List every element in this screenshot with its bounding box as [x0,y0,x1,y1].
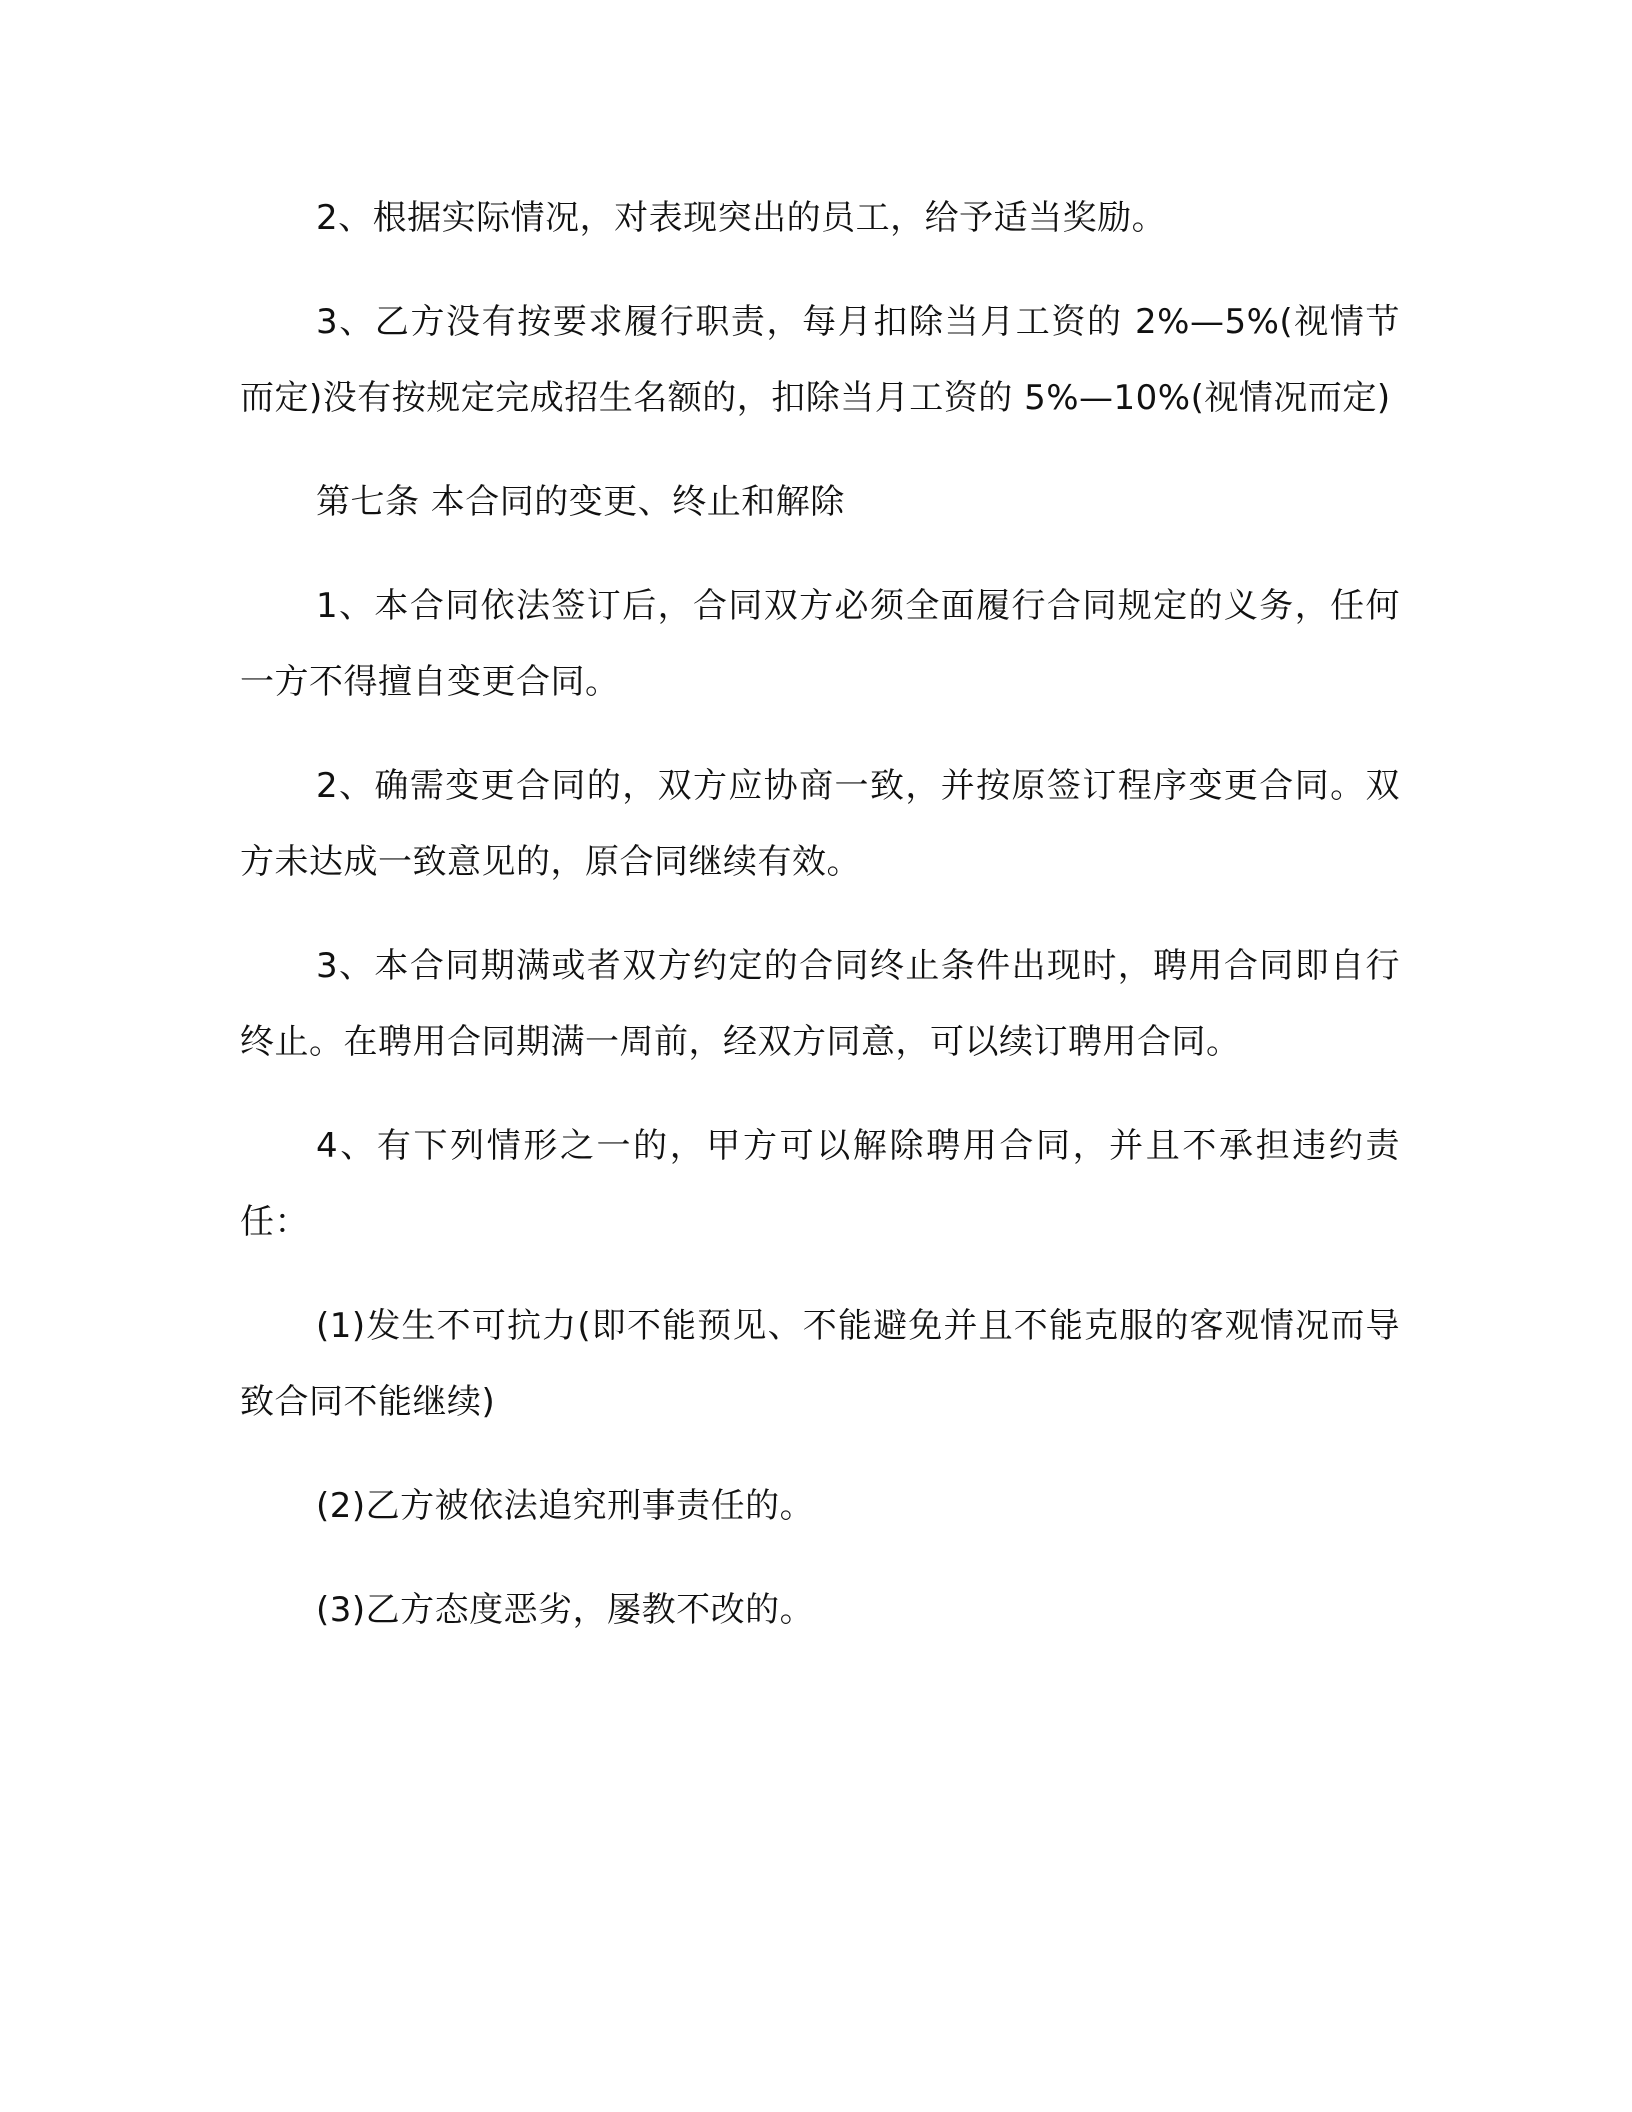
document-body [240,180,1400,1648]
list-item-force-majeure: (1)发生不可抗力(即不能预见、不能避免并且不能克服的客观情况而导致合同不能继续) [240,1306,1400,1422]
paragraph-contract-binding: 1、本合同依法签订后，合同双方必须全面履行合同规定的义务，任何一方不得擅自变更合同。 [240,586,1400,702]
list-item-bad-attitude: (3)乙方态度恶劣，屡教不改的。 [316,1590,815,1630]
paragraph-contract-change: 2、确需变更合同的，双方应协商一致，并按原签订程序变更合同。双方未达成一致意见的，原合同继续有效。 [240,766,1400,882]
article-seven-heading: 第七条 本合同的变更、终止和解除 [316,482,845,522]
paragraph-contract-termination: 3、本合同期满或者双方约定的合同终止条件出现时，聘用合同即自行终止。在聘用合同期满一周前，经双方同意，可以续订聘用合同。 [240,946,1400,1062]
list-item-criminal-liability: (2)乙方被依法追究刑事责任的。 [316,1486,815,1526]
paragraph-dismissal-conditions: 4、有下列情形之一的，甲方可以解除聘用合同，并且不承担违约责任： [240,1126,1400,1242]
paragraph-salary-deduction: 3、乙方没有按要求履行职责，每月扣除当月工资的 2%—5%(视情节而定)没有按规定完成招生名额的，扣除当月工资的 5%—10%(视情况而定) [240,302,1400,418]
paragraph-reward: 2、根据实际情况，对表现突出的员工，给予适当奖励。 [316,198,1167,238]
